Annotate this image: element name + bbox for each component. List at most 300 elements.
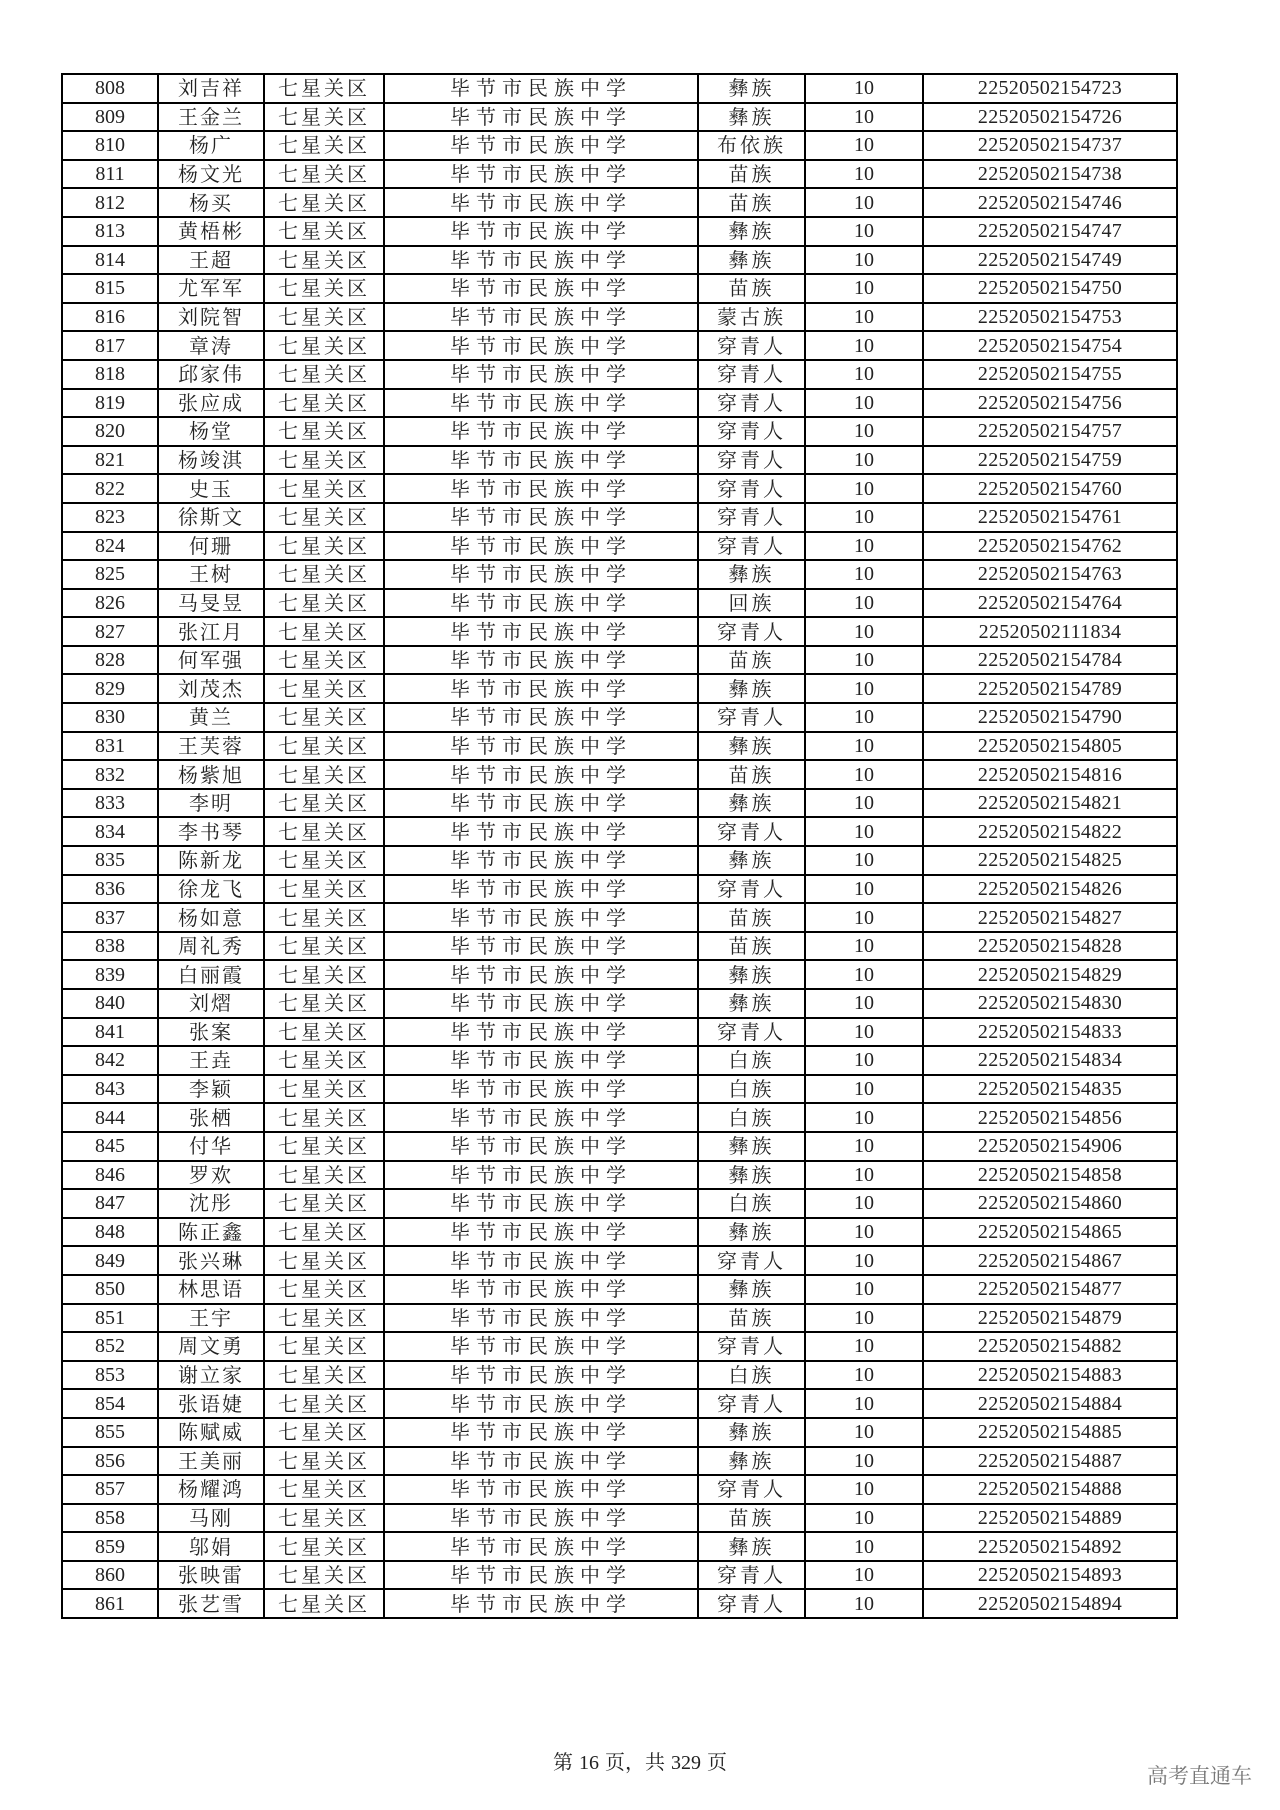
cell-serial-number: 831: [62, 732, 158, 761]
cell-district: 七星关区: [264, 188, 384, 217]
cell-district: 七星关区: [264, 1589, 384, 1618]
cell-exam-id: 22520502154884: [923, 1389, 1177, 1418]
cell-ethnicity: 彝族: [698, 1447, 805, 1476]
cell-grade: 10: [805, 646, 923, 675]
table-row: [62, 389, 1177, 418]
table-row: [62, 417, 1177, 446]
cell-ethnicity: 彝族: [698, 1275, 805, 1304]
cell-serial-number: 859: [62, 1532, 158, 1561]
cell-grade: 10: [805, 760, 923, 789]
cell-serial-number: 847: [62, 1189, 158, 1218]
cell-serial-number: 816: [62, 303, 158, 332]
cell-district: 七星关区: [264, 1132, 384, 1161]
cell-district: 七星关区: [264, 1018, 384, 1047]
page-prefix: 第: [553, 1752, 573, 1774]
cell-serial-number: 852: [62, 1332, 158, 1361]
cell-serial-number: 829: [62, 674, 158, 703]
cell-student-name: 杨耀鸿: [158, 1475, 264, 1504]
cell-ethnicity: 穿青人: [698, 1389, 805, 1418]
table-row: [62, 1132, 1177, 1161]
table-row: [62, 532, 1177, 561]
cell-exam-id: 22520502154746: [923, 188, 1177, 217]
cell-student-name: 李明: [158, 789, 264, 818]
cell-serial-number: 824: [62, 532, 158, 561]
cell-grade: 10: [805, 474, 923, 503]
cell-exam-id: 22520502154755: [923, 360, 1177, 389]
cell-exam-id: 22520502154858: [923, 1161, 1177, 1190]
cell-exam-id: 22520502111834: [923, 617, 1177, 646]
cell-grade: 10: [805, 103, 923, 132]
cell-exam-id: 22520502154759: [923, 446, 1177, 475]
table-row: [62, 1275, 1177, 1304]
cell-student-name: 马旻昱: [158, 589, 264, 618]
cell-student-name: 史玉: [158, 474, 264, 503]
cell-ethnicity: 穿青人: [698, 1589, 805, 1618]
cell-exam-id: 22520502154856: [923, 1103, 1177, 1132]
cell-exam-id: 22520502154764: [923, 589, 1177, 618]
cell-ethnicity: 穿青人: [698, 1332, 805, 1361]
cell-ethnicity: 穿青人: [698, 446, 805, 475]
table-row: [62, 732, 1177, 761]
cell-school: 毕节市民族中学: [384, 1532, 698, 1561]
table-row: [62, 617, 1177, 646]
cell-serial-number: 850: [62, 1275, 158, 1304]
cell-ethnicity: 穿青人: [698, 1561, 805, 1590]
cell-serial-number: 810: [62, 131, 158, 160]
cell-district: 七星关区: [264, 1532, 384, 1561]
cell-ethnicity: 穿青人: [698, 875, 805, 904]
cell-serial-number: 855: [62, 1418, 158, 1447]
cell-ethnicity: 穿青人: [698, 331, 805, 360]
cell-ethnicity: 苗族: [698, 188, 805, 217]
cell-exam-id: 22520502154906: [923, 1132, 1177, 1161]
cell-student-name: 尤军军: [158, 274, 264, 303]
cell-school: 毕节市民族中学: [384, 188, 698, 217]
cell-ethnicity: 苗族: [698, 903, 805, 932]
cell-exam-id: 22520502154753: [923, 303, 1177, 332]
cell-school: 毕节市民族中学: [384, 1275, 698, 1304]
cell-grade: 10: [805, 188, 923, 217]
cell-school: 毕节市民族中学: [384, 1246, 698, 1275]
cell-exam-id: 22520502154867: [923, 1246, 1177, 1275]
cell-exam-id: 22520502154762: [923, 532, 1177, 561]
cell-ethnicity: 布依族: [698, 131, 805, 160]
cell-exam-id: 22520502154738: [923, 160, 1177, 189]
cell-student-name: 刘熠: [158, 989, 264, 1018]
cell-student-name: 张语婕: [158, 1389, 264, 1418]
cell-district: 七星关区: [264, 389, 384, 418]
cell-school: 毕节市民族中学: [384, 817, 698, 846]
cell-school: 毕节市民族中学: [384, 246, 698, 275]
cell-exam-id: 22520502154827: [923, 903, 1177, 932]
cell-serial-number: 840: [62, 989, 158, 1018]
cell-exam-id: 22520502154828: [923, 932, 1177, 961]
cell-exam-id: 22520502154834: [923, 1046, 1177, 1075]
cell-exam-id: 22520502154761: [923, 503, 1177, 532]
cell-exam-id: 22520502154887: [923, 1447, 1177, 1476]
cell-school: 毕节市民族中学: [384, 303, 698, 332]
cell-school: 毕节市民族中学: [384, 989, 698, 1018]
cell-exam-id: 22520502154894: [923, 1589, 1177, 1618]
cell-district: 七星关区: [264, 1246, 384, 1275]
table-row: [62, 1361, 1177, 1390]
cell-ethnicity: 穿青人: [698, 617, 805, 646]
cell-student-name: 周文勇: [158, 1332, 264, 1361]
cell-grade: 10: [805, 875, 923, 904]
cell-ethnicity: 苗族: [698, 1304, 805, 1333]
cell-school: 毕节市民族中学: [384, 389, 698, 418]
cell-student-name: 何珊: [158, 532, 264, 561]
cell-ethnicity: 蒙古族: [698, 303, 805, 332]
table-row: [62, 1447, 1177, 1476]
cell-school: 毕节市民族中学: [384, 960, 698, 989]
cell-exam-id: 22520502154726: [923, 103, 1177, 132]
cell-exam-id: 22520502154747: [923, 217, 1177, 246]
cell-serial-number: 813: [62, 217, 158, 246]
cell-grade: 10: [805, 160, 923, 189]
cell-ethnicity: 彝族: [698, 246, 805, 275]
cell-ethnicity: 彝族: [698, 1132, 805, 1161]
cell-ethnicity: 白族: [698, 1075, 805, 1104]
table-row: [62, 503, 1177, 532]
table-row: [62, 360, 1177, 389]
cell-student-name: 杨紫旭: [158, 760, 264, 789]
cell-grade: 10: [805, 1447, 923, 1476]
cell-school: 毕节市民族中学: [384, 1304, 698, 1333]
cell-exam-id: 22520502154749: [923, 246, 1177, 275]
cell-exam-id: 22520502154830: [923, 989, 1177, 1018]
cell-exam-id: 22520502154829: [923, 960, 1177, 989]
cell-exam-id: 22520502154805: [923, 732, 1177, 761]
cell-school: 毕节市民族中学: [384, 1361, 698, 1390]
cell-grade: 10: [805, 589, 923, 618]
cell-district: 七星关区: [264, 474, 384, 503]
table-row: [62, 1189, 1177, 1218]
cell-school: 毕节市民族中学: [384, 274, 698, 303]
cell-ethnicity: 白族: [698, 1046, 805, 1075]
cell-serial-number: 836: [62, 875, 158, 904]
cell-grade: 10: [805, 246, 923, 275]
cell-serial-number: 838: [62, 932, 158, 961]
page-mid-text: 页，共: [605, 1752, 665, 1774]
cell-exam-id: 22520502154877: [923, 1275, 1177, 1304]
cell-student-name: 张江月: [158, 617, 264, 646]
cell-student-name: 邱家伟: [158, 360, 264, 389]
cell-district: 七星关区: [264, 789, 384, 818]
table-row: [62, 131, 1177, 160]
cell-exam-id: 22520502154737: [923, 131, 1177, 160]
cell-grade: 10: [805, 1189, 923, 1218]
cell-ethnicity: 彝族: [698, 1418, 805, 1447]
cell-school: 毕节市民族中学: [384, 1504, 698, 1533]
cell-serial-number: 825: [62, 560, 158, 589]
cell-district: 七星关区: [264, 617, 384, 646]
cell-exam-id: 22520502154825: [923, 846, 1177, 875]
cell-ethnicity: 穿青人: [698, 360, 805, 389]
cell-school: 毕节市民族中学: [384, 1418, 698, 1447]
cell-grade: 10: [805, 817, 923, 846]
table-row: [62, 188, 1177, 217]
table-row: [62, 1018, 1177, 1047]
cell-district: 七星关区: [264, 246, 384, 275]
cell-student-name: 林思语: [158, 1275, 264, 1304]
cell-district: 七星关区: [264, 1304, 384, 1333]
cell-school: 毕节市民族中学: [384, 1561, 698, 1590]
cell-student-name: 杨文光: [158, 160, 264, 189]
cell-exam-id: 22520502154833: [923, 1018, 1177, 1047]
cell-district: 七星关区: [264, 1046, 384, 1075]
cell-school: 毕节市民族中学: [384, 131, 698, 160]
cell-exam-id: 22520502154826: [923, 875, 1177, 904]
table-row: [62, 1103, 1177, 1132]
cell-serial-number: 841: [62, 1018, 158, 1047]
cell-district: 七星关区: [264, 1389, 384, 1418]
cell-serial-number: 860: [62, 1561, 158, 1590]
cell-exam-id: 22520502154750: [923, 274, 1177, 303]
cell-student-name: 徐龙飞: [158, 875, 264, 904]
cell-district: 七星关区: [264, 703, 384, 732]
table-row: [62, 875, 1177, 904]
cell-serial-number: 861: [62, 1589, 158, 1618]
cell-student-name: 邬娟: [158, 1532, 264, 1561]
cell-school: 毕节市民族中学: [384, 1447, 698, 1476]
cell-ethnicity: 苗族: [698, 1504, 805, 1533]
cell-school: 毕节市民族中学: [384, 760, 698, 789]
cell-ethnicity: 穿青人: [698, 389, 805, 418]
cell-school: 毕节市民族中学: [384, 617, 698, 646]
table-row: [62, 1218, 1177, 1247]
table-row: [62, 1075, 1177, 1104]
cell-student-name: 陈赋威: [158, 1418, 264, 1447]
cell-exam-id: 22520502154865: [923, 1218, 1177, 1247]
page-number-footer: [0, 1746, 1280, 1775]
cell-school: 毕节市民族中学: [384, 932, 698, 961]
cell-student-name: 陈正鑫: [158, 1218, 264, 1247]
cell-serial-number: 837: [62, 903, 158, 932]
cell-serial-number: 826: [62, 589, 158, 618]
cell-student-name: 王树: [158, 560, 264, 589]
table-row: [62, 1332, 1177, 1361]
cell-grade: 10: [805, 303, 923, 332]
cell-serial-number: 822: [62, 474, 158, 503]
table-row: [62, 646, 1177, 675]
cell-student-name: 沈彤: [158, 1189, 264, 1218]
cell-district: 七星关区: [264, 1418, 384, 1447]
table-row: [62, 74, 1177, 103]
cell-ethnicity: 穿青人: [698, 417, 805, 446]
table-row: [62, 817, 1177, 846]
cell-serial-number: 848: [62, 1218, 158, 1247]
cell-district: 七星关区: [264, 817, 384, 846]
cell-serial-number: 832: [62, 760, 158, 789]
table-row: [62, 1532, 1177, 1561]
cell-district: 七星关区: [264, 331, 384, 360]
table-row: [62, 789, 1177, 818]
cell-exam-id: 22520502154885: [923, 1418, 1177, 1447]
cell-ethnicity: 穿青人: [698, 1475, 805, 1504]
cell-ethnicity: 苗族: [698, 760, 805, 789]
cell-school: 毕节市民族中学: [384, 446, 698, 475]
cell-ethnicity: 穿青人: [698, 703, 805, 732]
cell-student-name: 李书琴: [158, 817, 264, 846]
cell-student-name: 王超: [158, 246, 264, 275]
cell-grade: 10: [805, 1075, 923, 1104]
cell-school: 毕节市民族中学: [384, 789, 698, 818]
cell-serial-number: 827: [62, 617, 158, 646]
cell-grade: 10: [805, 617, 923, 646]
cell-grade: 10: [805, 1589, 923, 1618]
cell-serial-number: 817: [62, 331, 158, 360]
cell-grade: 10: [805, 903, 923, 932]
cell-grade: 10: [805, 217, 923, 246]
cell-district: 七星关区: [264, 1103, 384, 1132]
cell-school: 毕节市民族中学: [384, 1189, 698, 1218]
cell-ethnicity: 白族: [698, 1189, 805, 1218]
cell-school: 毕节市民族中学: [384, 674, 698, 703]
cell-grade: 10: [805, 1246, 923, 1275]
table-row: [62, 960, 1177, 989]
cell-exam-id: 22520502154835: [923, 1075, 1177, 1104]
cell-student-name: 王垚: [158, 1046, 264, 1075]
cell-district: 七星关区: [264, 589, 384, 618]
cell-ethnicity: 苗族: [698, 932, 805, 961]
cell-grade: 10: [805, 274, 923, 303]
cell-grade: 10: [805, 1018, 923, 1047]
cell-student-name: 徐斯文: [158, 503, 264, 532]
cell-exam-id: 22520502154763: [923, 560, 1177, 589]
cell-exam-id: 22520502154888: [923, 1475, 1177, 1504]
cell-ethnicity: 穿青人: [698, 532, 805, 561]
cell-serial-number: 819: [62, 389, 158, 418]
table-row: [62, 1561, 1177, 1590]
table-row: [62, 246, 1177, 275]
table-row: [62, 160, 1177, 189]
table-row: [62, 1304, 1177, 1333]
cell-district: 七星关区: [264, 646, 384, 675]
cell-exam-id: 22520502154892: [923, 1532, 1177, 1561]
cell-ethnicity: 彝族: [698, 103, 805, 132]
cell-student-name: 王芙蓉: [158, 732, 264, 761]
cell-school: 毕节市民族中学: [384, 703, 698, 732]
cell-district: 七星关区: [264, 760, 384, 789]
cell-school: 毕节市民族中学: [384, 360, 698, 389]
cell-ethnicity: 穿青人: [698, 503, 805, 532]
cell-district: 七星关区: [264, 960, 384, 989]
roster-table-body: [62, 74, 1177, 1618]
cell-student-name: 杨广: [158, 131, 264, 160]
cell-student-name: 刘院智: [158, 303, 264, 332]
cell-grade: 10: [805, 1304, 923, 1333]
cell-district: 七星关区: [264, 217, 384, 246]
cell-ethnicity: 穿青人: [698, 817, 805, 846]
cell-district: 七星关区: [264, 160, 384, 189]
cell-district: 七星关区: [264, 532, 384, 561]
cell-ethnicity: 白族: [698, 1103, 805, 1132]
cell-ethnicity: 彝族: [698, 560, 805, 589]
cell-exam-id: 22520502154893: [923, 1561, 1177, 1590]
cell-grade: 10: [805, 1161, 923, 1190]
cell-student-name: 张栖: [158, 1103, 264, 1132]
cell-grade: 10: [805, 74, 923, 103]
cell-serial-number: 839: [62, 960, 158, 989]
cell-grade: 10: [805, 846, 923, 875]
cell-ethnicity: 穿青人: [698, 1246, 805, 1275]
cell-serial-number: 835: [62, 846, 158, 875]
cell-exam-id: 22520502154889: [923, 1504, 1177, 1533]
cell-student-name: 周礼秀: [158, 932, 264, 961]
cell-student-name: 黄兰: [158, 703, 264, 732]
cell-grade: 10: [805, 960, 923, 989]
cell-exam-id: 22520502154784: [923, 646, 1177, 675]
cell-ethnicity: 彝族: [698, 674, 805, 703]
cell-serial-number: 842: [62, 1046, 158, 1075]
table-row: [62, 1389, 1177, 1418]
cell-grade: 10: [805, 532, 923, 561]
cell-student-name: 张艺雪: [158, 1589, 264, 1618]
cell-student-name: 张应成: [158, 389, 264, 418]
table-row: [62, 474, 1177, 503]
cell-student-name: 杨买: [158, 188, 264, 217]
cell-serial-number: 857: [62, 1475, 158, 1504]
table-row: [62, 560, 1177, 589]
cell-school: 毕节市民族中学: [384, 1589, 698, 1618]
cell-district: 七星关区: [264, 360, 384, 389]
cell-serial-number: 820: [62, 417, 158, 446]
cell-ethnicity: 彝族: [698, 1161, 805, 1190]
cell-student-name: 王宇: [158, 1304, 264, 1333]
table-row: [62, 703, 1177, 732]
cell-student-name: 李颖: [158, 1075, 264, 1104]
page-suffix: 页: [707, 1752, 727, 1774]
cell-grade: 10: [805, 703, 923, 732]
cell-serial-number: 830: [62, 703, 158, 732]
cell-district: 七星关区: [264, 1475, 384, 1504]
cell-school: 毕节市民族中学: [384, 474, 698, 503]
cell-serial-number: 823: [62, 503, 158, 532]
cell-student-name: 白丽霞: [158, 960, 264, 989]
table-row: [62, 103, 1177, 132]
cell-district: 七星关区: [264, 503, 384, 532]
cell-ethnicity: 彝族: [698, 1218, 805, 1247]
cell-ethnicity: 彝族: [698, 217, 805, 246]
cell-grade: 10: [805, 1475, 923, 1504]
cell-district: 七星关区: [264, 1075, 384, 1104]
cell-exam-id: 22520502154760: [923, 474, 1177, 503]
cell-serial-number: 845: [62, 1132, 158, 1161]
cell-district: 七星关区: [264, 932, 384, 961]
cell-exam-id: 22520502154822: [923, 817, 1177, 846]
table-row: [62, 903, 1177, 932]
cell-district: 七星关区: [264, 1361, 384, 1390]
roster-table-container: [61, 73, 1178, 1619]
cell-district: 七星关区: [264, 1332, 384, 1361]
cell-exam-id: 22520502154756: [923, 389, 1177, 418]
cell-grade: 10: [805, 331, 923, 360]
cell-district: 七星关区: [264, 674, 384, 703]
cell-school: 毕节市民族中学: [384, 74, 698, 103]
cell-ethnicity: 彝族: [698, 74, 805, 103]
table-row: [62, 1161, 1177, 1190]
cell-district: 七星关区: [264, 560, 384, 589]
watermark-text: 高考直通车: [1147, 1764, 1252, 1788]
cell-serial-number: 844: [62, 1103, 158, 1132]
cell-ethnicity: 回族: [698, 589, 805, 618]
cell-school: 毕节市民族中学: [384, 1161, 698, 1190]
cell-school: 毕节市民族中学: [384, 646, 698, 675]
current-page-number: 16: [579, 1752, 599, 1774]
cell-grade: 10: [805, 1361, 923, 1390]
cell-student-name: 张案: [158, 1018, 264, 1047]
